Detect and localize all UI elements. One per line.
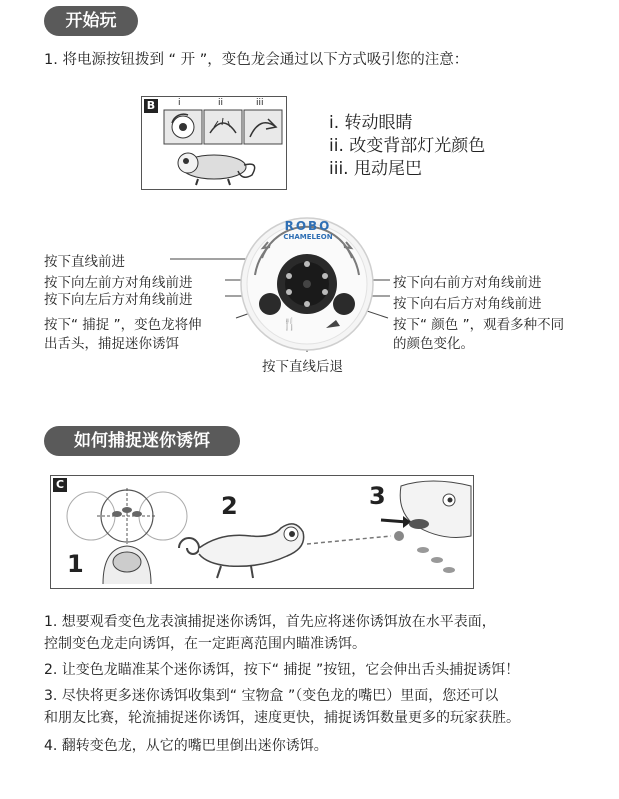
figure-c-step-1: 1 bbox=[67, 550, 84, 578]
instruction-3-line-2: 和朋友比赛，轮流捕捉迷你诱饵，速度更快，捕捉诱饵数量更多的玩家获胜。 bbox=[44, 710, 520, 726]
controller-logo bbox=[270, 220, 346, 242]
instruction-1 bbox=[44, 611, 604, 655]
figure-b-col-label-ii: ii bbox=[218, 98, 224, 108]
figure-b bbox=[141, 96, 287, 190]
instruction-3 bbox=[44, 685, 604, 729]
figure-b-badge: B bbox=[144, 99, 158, 113]
instruction-1-line-1: 1. 想要观看变色龙表演捕捉迷你诱饵，首先应将迷你诱饵放在水平表面， bbox=[44, 614, 496, 630]
label-color-line-1: 按下“ 颜色 ”，观看多种不同 bbox=[393, 317, 565, 333]
step-1-text: 1. 将电源按钮拨到 “ 开 ”，变色龙会通过以下方式吸引您的注意： bbox=[44, 52, 469, 68]
figure-b-illustration bbox=[142, 97, 286, 189]
label-catch-line-1: 按下“ 捕捉 ”，变色龙将伸 bbox=[44, 317, 202, 333]
instruction-4 bbox=[44, 735, 604, 757]
figure-c-step-3: 3 bbox=[369, 482, 386, 510]
label-left-forward: 按下向左前方对角线前进 bbox=[44, 275, 193, 291]
label-color-line-2: 的颜色变化。 bbox=[393, 336, 474, 352]
attention-item-1: i. 转动眼睛 bbox=[329, 113, 413, 133]
instruction-3-line-1: 3. 尽快将更多迷你诱饵收集到“ 宝物盒 ”（变色龙的嘴巴）里面，您还可以 bbox=[44, 688, 499, 704]
logo-line-1: ROBO bbox=[284, 219, 332, 233]
label-right-back: 按下向右后方对角线前进 bbox=[393, 296, 542, 312]
label-left-back: 按下向左后方对角线前进 bbox=[44, 292, 193, 308]
figure-c-badge: C bbox=[53, 478, 67, 492]
figure-c-step-2: 2 bbox=[221, 492, 238, 520]
svg-text:🍴: 🍴 bbox=[282, 317, 297, 331]
instruction-2 bbox=[44, 659, 604, 681]
instruction-2-line-1: 2. 让变色龙瞄准某个迷你诱饵，按下“ 捕捉 ”按钮，它会伸出舌头捕捉诱饵！ bbox=[44, 662, 520, 678]
label-backward: 按下直线后退 bbox=[262, 359, 343, 375]
attention-item-3: iii. 甩动尾巴 bbox=[329, 159, 422, 179]
attention-item-2: ii. 改变背部灯光颜色 bbox=[329, 136, 486, 156]
logo-line-2: CHAMELEON bbox=[283, 233, 333, 241]
label-forward: 按下直线前进 bbox=[44, 254, 125, 270]
section-heading-start: 开始玩 bbox=[44, 6, 138, 36]
label-catch-line-2: 出舌头，捕捉迷你诱饵 bbox=[44, 336, 179, 352]
instruction-1-line-2: 控制变色龙走向诱饵，在一定距离范围内瞄准诱饵。 bbox=[44, 636, 366, 652]
figure-c-illustration bbox=[51, 476, 473, 588]
label-right-forward: 按下向右前方对角线前进 bbox=[393, 275, 542, 291]
section-heading-catch: 如何捕捉迷你诱饵 bbox=[44, 426, 240, 456]
figure-b-col-label-i: i bbox=[178, 98, 181, 108]
instruction-4-line-1: 4. 翻转变色龙，从它的嘴巴里倒出迷你诱饵。 bbox=[44, 738, 328, 754]
figure-c bbox=[50, 475, 474, 589]
figure-b-col-label-iii: iii bbox=[256, 98, 264, 108]
